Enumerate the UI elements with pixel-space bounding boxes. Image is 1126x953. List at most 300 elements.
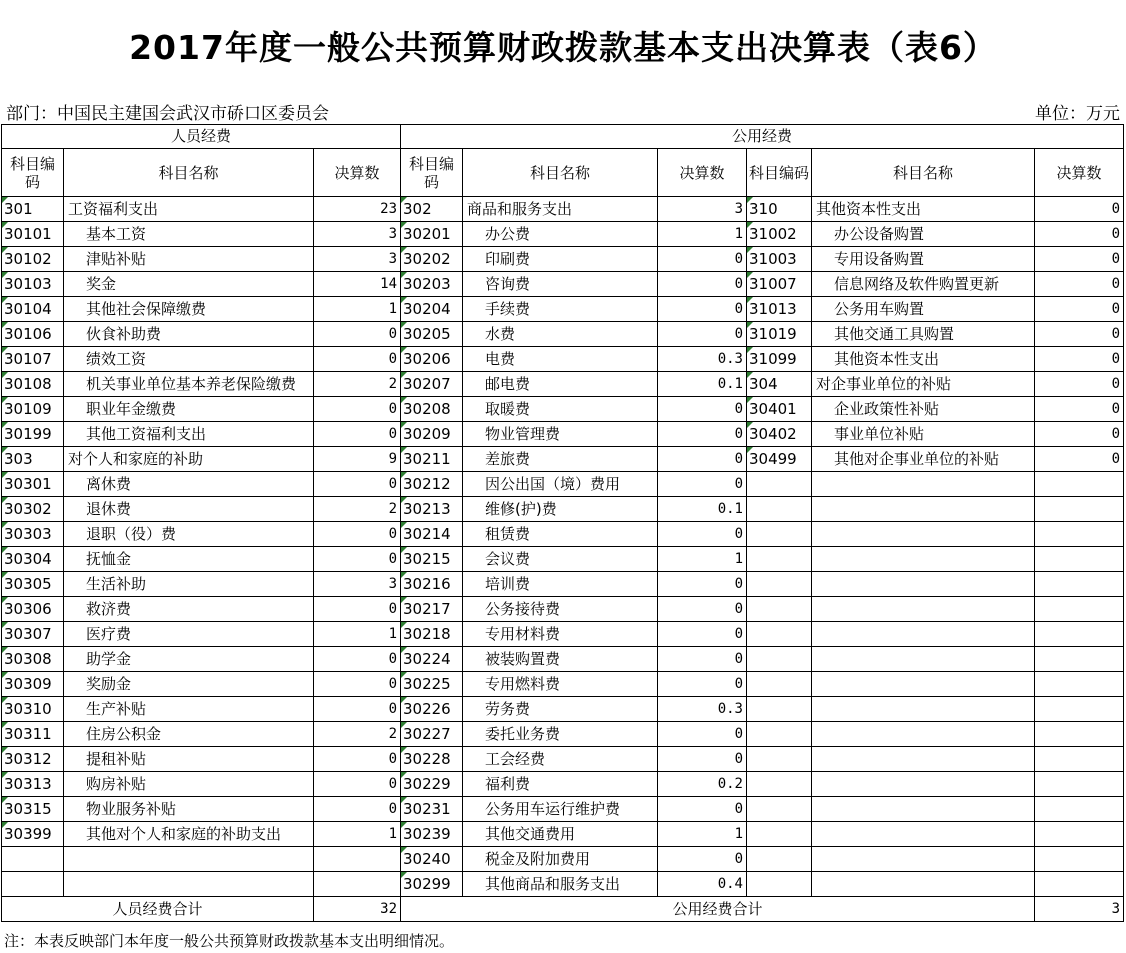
subject-name [812,747,1035,772]
table-row [2,572,1124,597]
subject-name: 福利费 [463,772,658,797]
subject-amount: 0.3 [658,697,747,722]
subject-code: 30214 [401,522,463,547]
subject-code: 30213 [401,497,463,522]
subject-amount [1035,522,1124,547]
subject-amount: 3 [314,222,401,247]
subject-amount: 0 [314,747,401,772]
subject-amount: 0 [658,272,747,297]
subject-amount [1035,822,1124,847]
subject-amount: 0 [658,297,747,322]
subject-name: 购房补贴 [64,772,314,797]
subject-code: 30107 [2,347,64,372]
subject-code: 303 [2,447,64,472]
subject-code: 310 [747,197,812,222]
expenditure-table [1,124,1124,922]
subject-amount [1035,847,1124,872]
subject-code: 30401 [747,397,812,422]
subject-amount: 2 [314,497,401,522]
subject-name: 津贴补贴 [64,247,314,272]
subject-name: 信息网络及软件购置更新 [812,272,1035,297]
public-total-label: 公用经费合计 [401,897,1035,922]
subject-amount [1035,497,1124,522]
subject-code: 30217 [401,597,463,622]
subject-name: 奖励金 [64,672,314,697]
subject-amount: 0 [658,647,747,672]
subject-code [747,522,812,547]
subject-name: 被装购置费 [463,647,658,672]
subject-name [812,822,1035,847]
subject-name: 取暖费 [463,397,658,422]
subject-amount: 0 [658,522,747,547]
subject-amount [1035,597,1124,622]
table-row [2,747,1124,772]
subject-code: 30309 [2,672,64,697]
subject-amount: 2 [314,372,401,397]
subject-code: 30101 [2,222,64,247]
subject-amount [1035,547,1124,572]
subject-amount: 3 [314,247,401,272]
subject-code: 30218 [401,622,463,647]
subject-name: 印刷费 [463,247,658,272]
subject-name: 事业单位补贴 [812,422,1035,447]
subject-amount: 0 [658,722,747,747]
subject-code: 30399 [2,822,64,847]
subject-amount: 1 [314,297,401,322]
personnel-total-value: 32 [314,897,401,922]
subject-amount: 2 [314,722,401,747]
subject-amount [1035,722,1124,747]
subject-name: 咨询费 [463,272,658,297]
subject-amount: 0 [1035,347,1124,372]
subject-amount: 0 [1035,322,1124,347]
subject-name: 提租补贴 [64,747,314,772]
footnote: 注：本表反映部门本年度一般公共预算财政拨款基本支出明细情况。 [4,932,455,950]
subject-code: 30311 [2,722,64,747]
subject-name: 绩效工资 [64,347,314,372]
subject-amount: 0 [658,672,747,697]
subject-name: 培训费 [463,572,658,597]
subject-name: 办公设备购置 [812,222,1035,247]
subject-code [747,622,812,647]
subject-name: 办公费 [463,222,658,247]
subject-name: 劳务费 [463,697,658,722]
subject-code [747,872,812,897]
header-code: 科目编码 [401,149,463,197]
subject-name: 维修(护)费 [463,497,658,522]
subject-name: 水费 [463,322,658,347]
totals-row [2,897,1124,922]
subject-amount [1035,672,1124,697]
table-row [2,197,1124,222]
subject-name: 其他工资福利支出 [64,422,314,447]
subject-name [812,872,1035,897]
subject-code [747,847,812,872]
subject-code: 30499 [747,447,812,472]
subject-amount: 3 [314,572,401,597]
subject-amount: 0.4 [658,872,747,897]
subject-code: 30204 [401,297,463,322]
subject-code: 30102 [2,247,64,272]
subject-code: 30202 [401,247,463,272]
subject-code: 30103 [2,272,64,297]
subject-code: 301 [2,197,64,222]
subject-amount: 0.2 [658,772,747,797]
subject-code [747,472,812,497]
subject-code: 304 [747,372,812,397]
subject-code: 30109 [2,397,64,422]
subject-code [747,722,812,747]
subject-code: 30226 [401,697,463,722]
header-name: 科目名称 [463,149,658,197]
subject-amount [1035,472,1124,497]
subject-name [812,572,1035,597]
subject-amount: 0 [314,322,401,347]
subject-amount: 0.1 [658,497,747,522]
subject-code: 30228 [401,747,463,772]
subject-code: 30227 [401,722,463,747]
subject-amount [1035,647,1124,672]
table-row [2,872,1124,897]
subject-amount: 0 [314,597,401,622]
subject-name: 抚恤金 [64,547,314,572]
subject-name: 工会经费 [463,747,658,772]
subject-code: 30402 [747,422,812,447]
table-row [2,772,1124,797]
subject-code: 30106 [2,322,64,347]
subject-amount: 1 [658,222,747,247]
subject-code: 30312 [2,747,64,772]
subject-amount [1035,772,1124,797]
subject-code: 31013 [747,297,812,322]
header-amount: 决算数 [658,149,747,197]
table-row [2,222,1124,247]
subject-name [812,672,1035,697]
subject-amount: 0 [658,247,747,272]
subject-amount: 0 [658,447,747,472]
table-row [2,722,1124,747]
subject-name [64,847,314,872]
subject-amount: 0 [1035,247,1124,272]
subject-amount: 0 [314,697,401,722]
subject-amount: 0 [658,422,747,447]
subject-name: 生产补贴 [64,697,314,722]
subject-amount [1035,747,1124,772]
subject-amount: 0 [658,847,747,872]
subject-code: 30239 [401,822,463,847]
subject-code [747,647,812,672]
subject-code: 30240 [401,847,463,872]
section-personnel: 人员经费 [2,125,401,149]
subject-code: 30215 [401,547,463,572]
subject-name: 邮电费 [463,372,658,397]
subject-amount: 0 [1035,397,1124,422]
table-row [2,547,1124,572]
subject-name: 物业服务补贴 [64,797,314,822]
subject-name: 奖金 [64,272,314,297]
subject-code: 302 [401,197,463,222]
subject-name [812,797,1035,822]
subject-name: 专用材料费 [463,622,658,647]
subject-name: 税金及附加费用 [463,847,658,872]
header-amount: 决算数 [1035,149,1124,197]
subject-code: 31099 [747,347,812,372]
subject-code: 30313 [2,772,64,797]
public-total-value: 3 [1035,897,1124,922]
subject-code: 30108 [2,372,64,397]
subject-code: 31007 [747,272,812,297]
subject-name: 因公出国（境）费用 [463,472,658,497]
subject-name [812,772,1035,797]
subject-amount [1035,872,1124,897]
personnel-total-label: 人员经费合计 [2,897,314,922]
subject-code: 30224 [401,647,463,672]
subject-name [812,497,1035,522]
subject-code: 30307 [2,622,64,647]
subject-amount: 0 [314,772,401,797]
subject-code: 31019 [747,322,812,347]
subject-amount: 3 [658,197,747,222]
table-row [2,372,1124,397]
table-row [2,422,1124,447]
subject-amount: 23 [314,197,401,222]
subject-code: 30211 [401,447,463,472]
subject-code [747,822,812,847]
subject-code [747,772,812,797]
subject-name [812,472,1035,497]
subject-name: 退休费 [64,497,314,522]
subject-code [747,672,812,697]
subject-code: 30299 [401,872,463,897]
subject-amount: 0 [314,472,401,497]
subject-name: 机关事业单位基本养老保险缴费 [64,372,314,397]
subject-code: 30212 [401,472,463,497]
subject-amount: 1 [314,622,401,647]
subject-amount [1035,572,1124,597]
subject-name: 其他对个人和家庭的补助支出 [64,822,314,847]
subject-amount: 0 [314,397,401,422]
subject-name: 商品和服务支出 [463,197,658,222]
subject-amount: 0.3 [658,347,747,372]
subject-name: 对企事业单位的补贴 [812,372,1035,397]
subject-name [812,522,1035,547]
subject-amount [1035,797,1124,822]
section-public: 公用经费 [401,125,1124,149]
table-row [2,472,1124,497]
subject-code: 30305 [2,572,64,597]
subject-name [812,697,1035,722]
subject-code: 30207 [401,372,463,397]
subject-amount: 0 [314,347,401,372]
table-row [2,247,1124,272]
table-row [2,297,1124,322]
page-title: 2017年度一般公共预算财政拨款基本支出决算表（表6） [129,28,997,67]
subject-name: 基本工资 [64,222,314,247]
subject-amount: 0 [658,572,747,597]
subject-code: 30301 [2,472,64,497]
subject-code: 30303 [2,522,64,547]
subject-amount [1035,622,1124,647]
subject-code: 30199 [2,422,64,447]
subject-amount: 1 [314,822,401,847]
subject-code [747,547,812,572]
subject-code: 30208 [401,397,463,422]
subject-name: 企业政策性补贴 [812,397,1035,422]
subject-name: 离休费 [64,472,314,497]
subject-name: 公务用车运行维护费 [463,797,658,822]
subject-amount [1035,697,1124,722]
subject-code [747,572,812,597]
subject-code: 30104 [2,297,64,322]
subject-name: 电费 [463,347,658,372]
table-row [2,397,1124,422]
subject-code: 30308 [2,647,64,672]
table-row [2,622,1124,647]
subject-code: 30225 [401,672,463,697]
table-row [2,697,1124,722]
subject-code: 30203 [401,272,463,297]
table-row [2,497,1124,522]
subject-code: 30206 [401,347,463,372]
subject-code: 30209 [401,422,463,447]
subject-name: 其他资本性支出 [812,197,1035,222]
subject-code [747,747,812,772]
subject-name: 物业管理费 [463,422,658,447]
subject-amount: 0 [1035,422,1124,447]
subject-code: 30310 [2,697,64,722]
subject-name [812,622,1035,647]
table-row [2,447,1124,472]
subject-amount: 0 [1035,222,1124,247]
subject-code [747,497,812,522]
subject-code [747,797,812,822]
subject-name: 医疗费 [64,622,314,647]
table-row [2,347,1124,372]
subject-name: 生活补助 [64,572,314,597]
subject-name [812,597,1035,622]
subject-code: 31002 [747,222,812,247]
subject-name: 其他交通工具购置 [812,322,1035,347]
subject-name: 专用燃料费 [463,672,658,697]
subject-name: 差旅费 [463,447,658,472]
subject-amount: 0 [658,597,747,622]
subject-amount: 9 [314,447,401,472]
subject-code: 30315 [2,797,64,822]
subject-amount: 0.1 [658,372,747,397]
subject-amount: 0 [314,797,401,822]
subject-amount [314,872,401,897]
subject-amount: 14 [314,272,401,297]
subject-amount: 0 [314,647,401,672]
subject-name: 其他资本性支出 [812,347,1035,372]
subject-name: 退职（役）费 [64,522,314,547]
subject-amount: 0 [1035,297,1124,322]
subject-amount: 0 [658,322,747,347]
subject-name: 专用设备购置 [812,247,1035,272]
subject-code: 30306 [2,597,64,622]
subject-amount: 0 [658,747,747,772]
subject-amount: 0 [1035,197,1124,222]
header-name: 科目名称 [64,149,314,197]
subject-name [812,647,1035,672]
subject-code: 30216 [401,572,463,597]
subject-code [747,697,812,722]
header-amount: 决算数 [314,149,401,197]
subject-amount: 0 [658,622,747,647]
table-row [2,272,1124,297]
subject-name: 公务接待费 [463,597,658,622]
subject-amount: 1 [658,547,747,572]
table-row [2,597,1124,622]
unit-label: 单位：万元 [1035,104,1120,124]
subject-name: 助学金 [64,647,314,672]
subject-name: 其他交通费用 [463,822,658,847]
subject-code [747,597,812,622]
subject-name: 委托业务费 [463,722,658,747]
subject-name: 职业年金缴费 [64,397,314,422]
subject-amount [314,847,401,872]
subject-name [812,847,1035,872]
table-row [2,647,1124,672]
subject-name: 其他对企事业单位的补贴 [812,447,1035,472]
subject-name: 工资福利支出 [64,197,314,222]
table-row [2,672,1124,697]
subject-amount: 0 [1035,272,1124,297]
subject-amount: 0 [658,397,747,422]
subject-name: 租赁费 [463,522,658,547]
subject-name [812,547,1035,572]
table-row [2,822,1124,847]
header-code: 科目编码 [2,149,64,197]
table-row [2,522,1124,547]
subject-name: 住房公积金 [64,722,314,747]
table-row [2,322,1124,347]
subject-code: 30205 [401,322,463,347]
department-label: 部门：中国民主建国会武汉市硚口区委员会 [6,104,329,124]
subject-amount: 0 [1035,447,1124,472]
subject-code [2,872,64,897]
subject-code [2,847,64,872]
subject-amount: 0 [658,472,747,497]
subject-code: 30201 [401,222,463,247]
table-row [2,847,1124,872]
header-code: 科目编码 [747,149,812,197]
subject-name: 手续费 [463,297,658,322]
subject-amount: 1 [658,822,747,847]
subject-amount: 0 [314,522,401,547]
header-name: 科目名称 [812,149,1035,197]
subject-amount: 0 [314,547,401,572]
subject-code: 31003 [747,247,812,272]
subject-name: 对个人和家庭的补助 [64,447,314,472]
subject-name: 其他社会保障缴费 [64,297,314,322]
subject-amount: 0 [314,672,401,697]
subject-name: 伙食补助费 [64,322,314,347]
subject-name: 其他商品和服务支出 [463,872,658,897]
subject-name [812,722,1035,747]
subject-name: 公务用车购置 [812,297,1035,322]
subject-name [64,872,314,897]
table-row [2,797,1124,822]
subject-code: 30231 [401,797,463,822]
subject-amount: 0 [658,797,747,822]
subject-code: 30229 [401,772,463,797]
subject-code: 30302 [2,497,64,522]
subject-name: 救济费 [64,597,314,622]
subject-amount: 0 [1035,372,1124,397]
subject-name: 会议费 [463,547,658,572]
subject-amount: 0 [314,422,401,447]
